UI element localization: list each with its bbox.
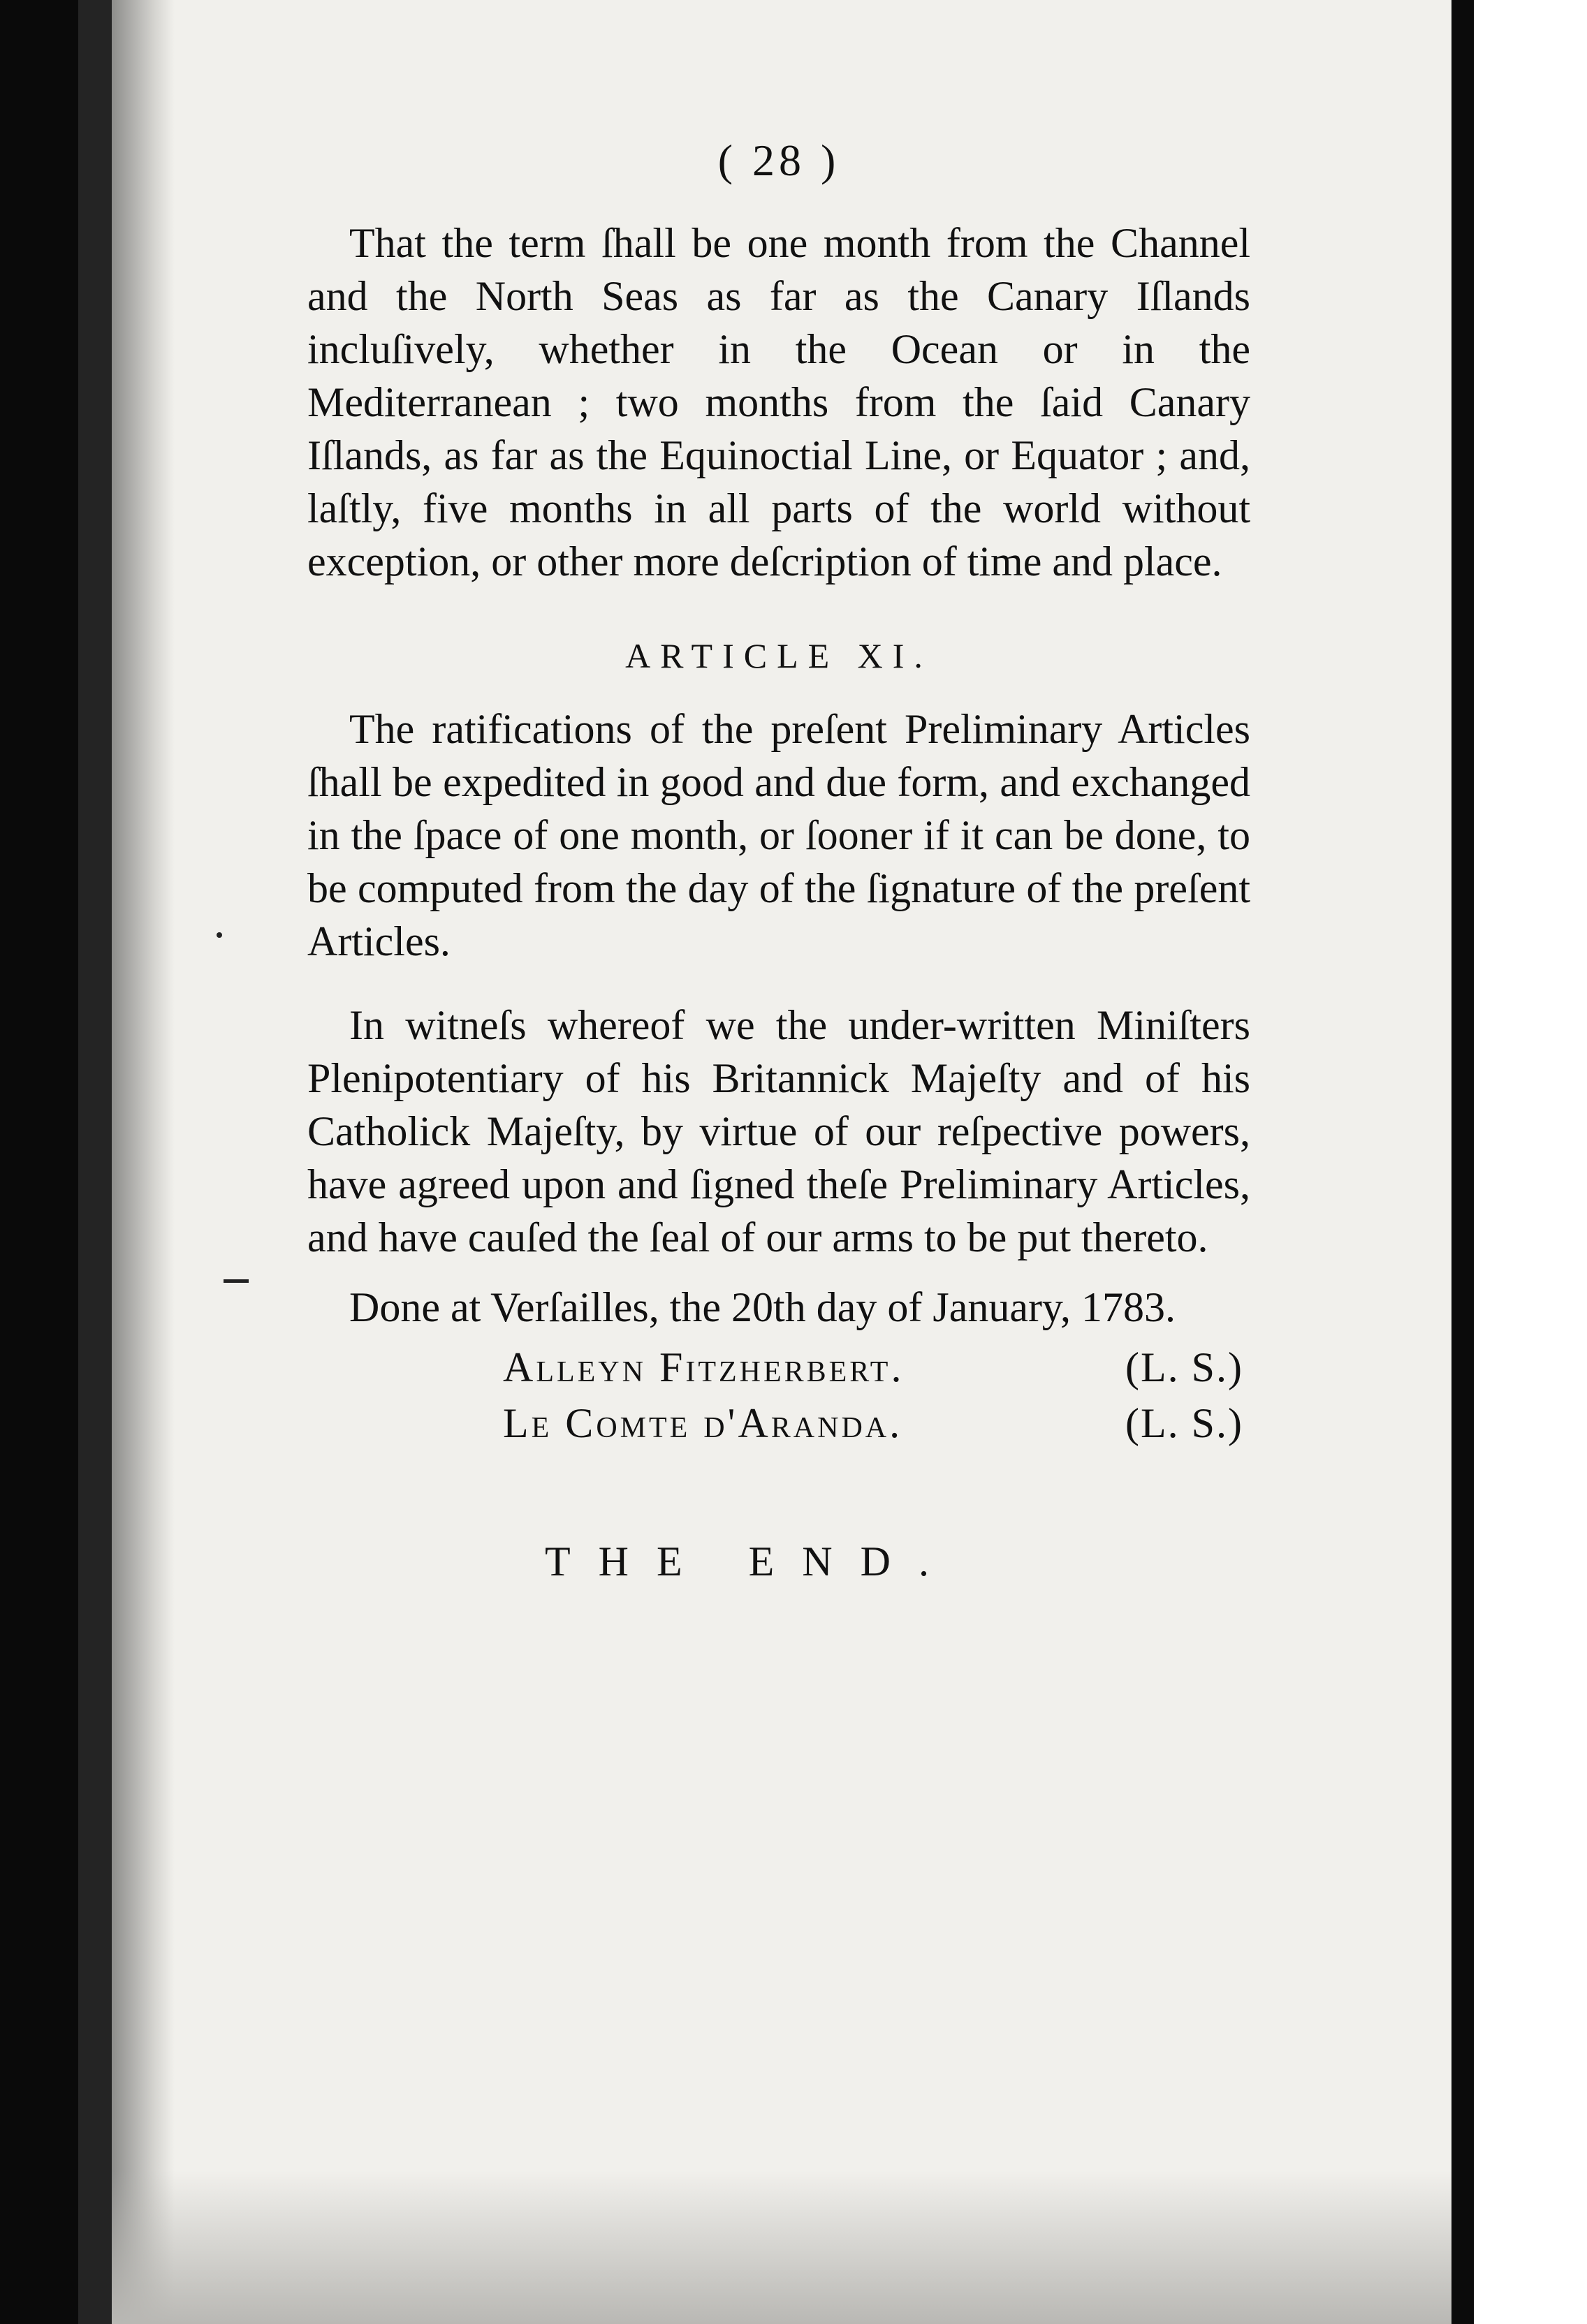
- paragraph-gap: [307, 968, 1250, 999]
- seal-mark: (L. S.): [1125, 1344, 1243, 1390]
- right-blank-margin: [1474, 0, 1587, 2324]
- left-scan-border: [0, 0, 112, 2324]
- paragraph-witness: In witneſs whereof we the under-written Miniſters Plenipotentiary of his Britannick Majeſty and of his Catholick Majeſty, by virtue of our reſpective powers, have agreed upon and ſigned theſe Preliminary Articles, and have cauſed the ſeal of our arms to be put thereto.: [307, 1002, 1250, 1260]
- closing-the-end: THE END.: [545, 1538, 957, 1584]
- binding-shadow: [112, 0, 175, 2324]
- margin-mark-dash: [224, 1279, 249, 1283]
- bottom-shading: [112, 2170, 1451, 2324]
- seal-mark: (L. S.): [1125, 1400, 1243, 1446]
- paragraph-term: That the term ſhall be one month from the Channel and the North Seas as far as the Canary Iſlands incluſively, whether in the Ocean or in the Mediterranean ; two months from the ſaid Canary Iſlands, as far as the Equinoctial Line, or Equator ; and, laſtly, five months in all parts of the world without exception, or other more deſcription of time and place.: [307, 220, 1250, 584]
- article-heading: ARTICLE XI.: [625, 636, 933, 675]
- page-text: [307, 133, 1250, 1588]
- signature-row: [307, 1339, 1250, 1395]
- signature-row: [307, 1395, 1250, 1451]
- signature-block: [307, 1339, 1250, 1451]
- paragraph-date: Done at Verſailles, the 20th day of January, 1783.: [349, 1284, 1176, 1330]
- right-book-spine: [1451, 0, 1474, 2324]
- paragraph-ratifications: The ratifications of the preſent Preliminary Articles ſhall be expedited in good and due form, and exchanged in the ſpace of one month, or ſooner if it can be done, to be computed from the day of the ſignature of the preſent Articles.: [307, 706, 1250, 964]
- page-number: ( 28 ): [717, 135, 840, 185]
- signatory-name: Le Comte d'Aranda.: [503, 1400, 903, 1446]
- paragraph-gap: [307, 1264, 1250, 1281]
- signatory-name: Alleyn Fitzherbert.: [503, 1344, 905, 1390]
- left-book-edge: [78, 0, 112, 2324]
- margin-mark-dot: [217, 932, 222, 938]
